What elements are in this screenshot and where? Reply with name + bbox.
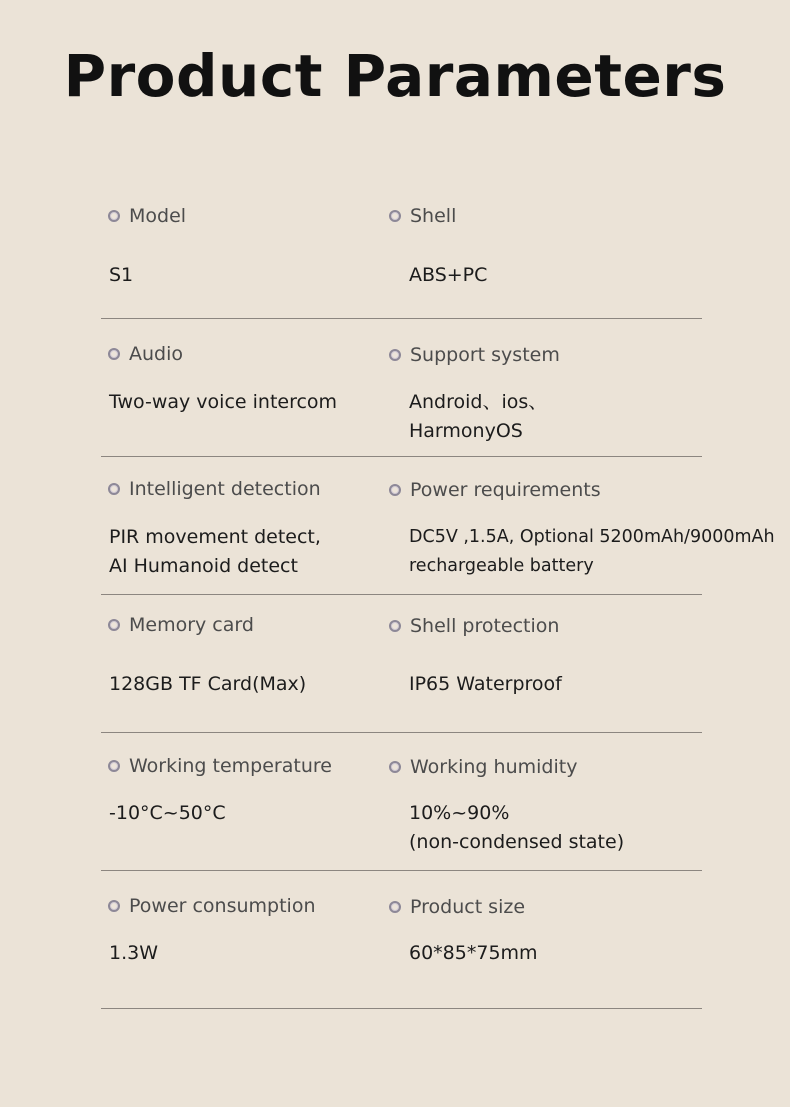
divider xyxy=(101,456,702,457)
divider xyxy=(101,870,702,871)
param-memory-card xyxy=(108,612,254,638)
param-label: Shell xyxy=(410,205,457,227)
param-value: 1.3W xyxy=(109,942,159,964)
bullet-icon xyxy=(108,210,120,222)
page-title: Product Parameters xyxy=(63,42,727,110)
bullet-icon xyxy=(108,900,120,912)
param-power-consumption xyxy=(108,893,316,919)
param-working-humidity xyxy=(389,754,577,780)
param-label: Audio xyxy=(129,343,184,365)
bullet-icon xyxy=(108,348,120,360)
bullet-icon xyxy=(108,619,120,631)
param-value: 10%~90% (non-condensed state) xyxy=(409,802,625,853)
param-model xyxy=(108,203,186,229)
param-value: Two-way voice intercom xyxy=(109,391,338,413)
bullet-icon xyxy=(389,620,401,632)
bullet-icon xyxy=(108,760,120,772)
param-shell-protection xyxy=(389,613,559,639)
param-value: -10°C~50°C xyxy=(109,802,226,824)
param-value: Android、ios、 HarmonyOS xyxy=(409,391,548,442)
param-value: S1 xyxy=(109,264,134,286)
param-label: Working humidity xyxy=(410,756,578,778)
param-label: Shell protection xyxy=(410,615,560,637)
param-value: ABS+PC xyxy=(409,264,488,286)
bullet-icon xyxy=(389,761,401,773)
divider xyxy=(101,732,702,733)
bullet-icon xyxy=(389,484,401,496)
param-support-system xyxy=(389,342,560,368)
param-intelligent-detection xyxy=(108,476,321,502)
param-working-temperature xyxy=(108,753,332,779)
bullet-icon xyxy=(389,901,401,913)
divider xyxy=(101,1008,702,1009)
param-shell xyxy=(389,203,456,229)
divider xyxy=(101,594,702,595)
param-value: IP65 Waterproof xyxy=(409,673,562,695)
param-audio xyxy=(108,341,183,367)
param-product-size xyxy=(389,894,525,920)
divider xyxy=(101,318,702,319)
param-label: Working temperature xyxy=(129,755,332,777)
param-value: DC5V ,1.5A, Optional 5200mAh/9000mAh rechargeable battery xyxy=(409,527,775,576)
param-label: Intelligent detection xyxy=(129,478,321,500)
param-label: Support system xyxy=(410,344,560,366)
param-label: Model xyxy=(129,205,187,227)
bullet-icon xyxy=(389,349,401,361)
param-value: 60*85*75mm xyxy=(409,942,538,964)
bullet-icon xyxy=(108,483,120,495)
param-label: Memory card xyxy=(129,614,254,636)
param-value: 128GB TF Card(Max) xyxy=(109,673,307,695)
param-label: Power requirements xyxy=(410,479,601,501)
param-label: Product size xyxy=(410,896,526,918)
bullet-icon xyxy=(389,210,401,222)
param-value: PIR movement detect, AI Humanoid detect xyxy=(109,526,321,577)
param-power-requirements xyxy=(389,477,601,503)
param-label: Power consumption xyxy=(129,895,316,917)
